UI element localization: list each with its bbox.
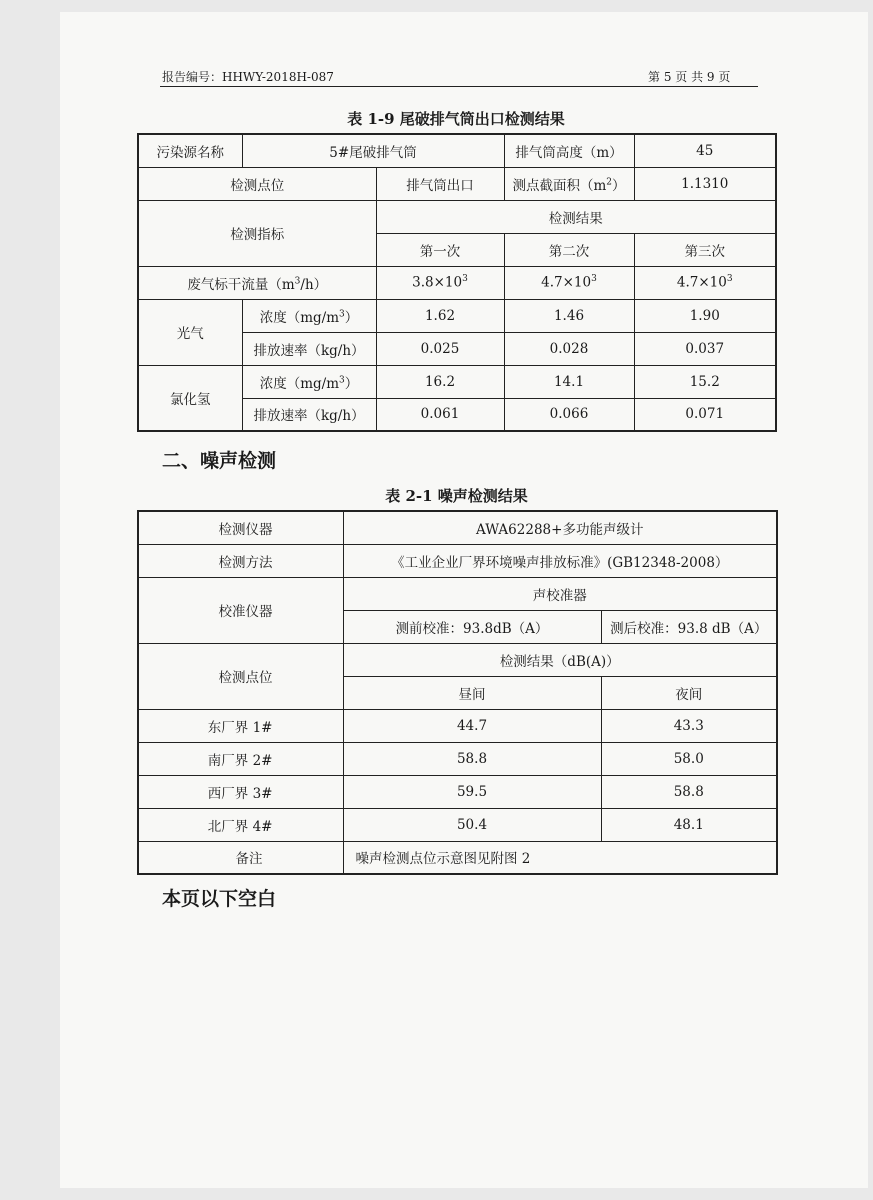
report-number: 报告编号：HHWY-2018H-087 [162,70,334,84]
run-3-label: 第三次 [634,233,776,266]
table-row [138,200,776,233]
area-label: 测点截面积$(m^2)$ [504,167,634,200]
calib-device: 声校准器 [343,577,777,610]
night-value: 58.0 [601,742,777,775]
area-value: 1.1310 [634,167,776,200]
point-value: 排气筒出口 [376,167,504,200]
night-value: 48.1 [601,808,777,841]
table-row [138,577,777,610]
hcl-rate-3: 0.071 [634,398,776,431]
remark-label: 备注 [138,841,343,874]
day-label: 昼间 [343,676,601,709]
table-row [138,709,777,742]
phosgene-conc-3: 1.90 [634,299,776,332]
blank-page-note: 本页以下空白 [162,888,277,910]
source-value: 5#尾破排气筒 [242,134,504,167]
phosgene-label: 光气 [138,299,242,365]
conc-label: 浓度$(mg/m^3)$ [242,299,376,332]
hcl-rate-2: 0.066 [504,398,634,431]
point-label: 检测点位 [138,643,343,709]
instrument-label: 检测仪器 [138,511,343,544]
point-label: 检测点位 [138,167,376,200]
night-value: 58.8 [601,775,777,808]
point-name: 南厂界 2# [138,742,343,775]
instrument-value: AWA62288+多功能声级计 [343,511,777,544]
night-value: 43.3 [601,709,777,742]
run-2-label: 第二次 [504,233,634,266]
night-label: 夜间 [601,676,777,709]
source-label: 污染源名称 [138,134,242,167]
table-row [138,266,776,299]
conc-label: 浓度$(mg/m^3)$ [242,365,376,398]
run-1-label: 第一次 [376,233,504,266]
height-value: 45 [634,134,776,167]
exhaust-results-table [137,133,777,432]
noise-results-table [137,510,778,875]
point-name: 西厂界 3# [138,775,343,808]
table-row [138,511,777,544]
day-value: 58.8 [343,742,601,775]
calib-before: 测前校准：93.8dB（A） [343,610,601,643]
method-value: 《工业企业厂界环境噪声排放标准》(GB12348-2008） [343,544,777,577]
calib-after: 测后校准：93.8 dB（A） [601,610,777,643]
table-row [138,134,776,167]
table-row [138,167,776,200]
table1-caption: 表 1-9 尾破排气筒出口检测结果 [347,110,565,128]
point-name: 北厂界 4# [138,808,343,841]
hcl-conc-1: 16.2 [376,365,504,398]
point-name: 东厂界 1# [138,709,343,742]
table-row [138,808,777,841]
table-row [138,365,776,398]
table-row [138,299,776,332]
results-label: 检测结果 [376,200,776,233]
flow-value: $3.8\times 10^3$ [376,266,504,299]
rate-label: 排放速率（kg/h） [242,332,376,365]
phosgene-rate-2: 0.028 [504,332,634,365]
day-value: 59.5 [343,775,601,808]
phosgene-conc-2: 1.46 [504,299,634,332]
table-row [138,742,777,775]
table-row [138,775,777,808]
day-value: 44.7 [343,709,601,742]
phosgene-rate-1: 0.025 [376,332,504,365]
phosgene-rate-3: 0.037 [634,332,776,365]
hcl-label: 氯化氢 [138,365,242,431]
flow-value: $4.7\times 10^3$ [504,266,634,299]
table2-caption: 表 2-1 噪声检测结果 [385,487,528,505]
height-label: 排气筒高度（m） [504,134,634,167]
table-row [138,544,777,577]
hcl-conc-2: 14.1 [504,365,634,398]
header-divider [160,86,758,87]
day-value: 50.4 [343,808,601,841]
table-row [138,643,777,676]
hcl-rate-1: 0.061 [376,398,504,431]
page-number: 第 5 页 共 9 页 [648,70,731,84]
calib-label: 校准仪器 [138,577,343,643]
remark-value: 噪声检测点位示意图见附图 2 [343,841,777,874]
section-heading-noise: 二、噪声检测 [162,450,277,472]
index-label: 检测指标 [138,200,376,266]
table-row [138,841,777,874]
flow-value: $4.7\times 10^3$ [634,266,776,299]
flow-label: 废气标干流量$(m^3/h)$ [138,266,376,299]
rate-label: 排放速率（kg/h） [242,398,376,431]
phosgene-conc-1: 1.62 [376,299,504,332]
result-label: 检测结果（dB(A)） [343,643,777,676]
method-label: 检测方法 [138,544,343,577]
hcl-conc-3: 15.2 [634,365,776,398]
